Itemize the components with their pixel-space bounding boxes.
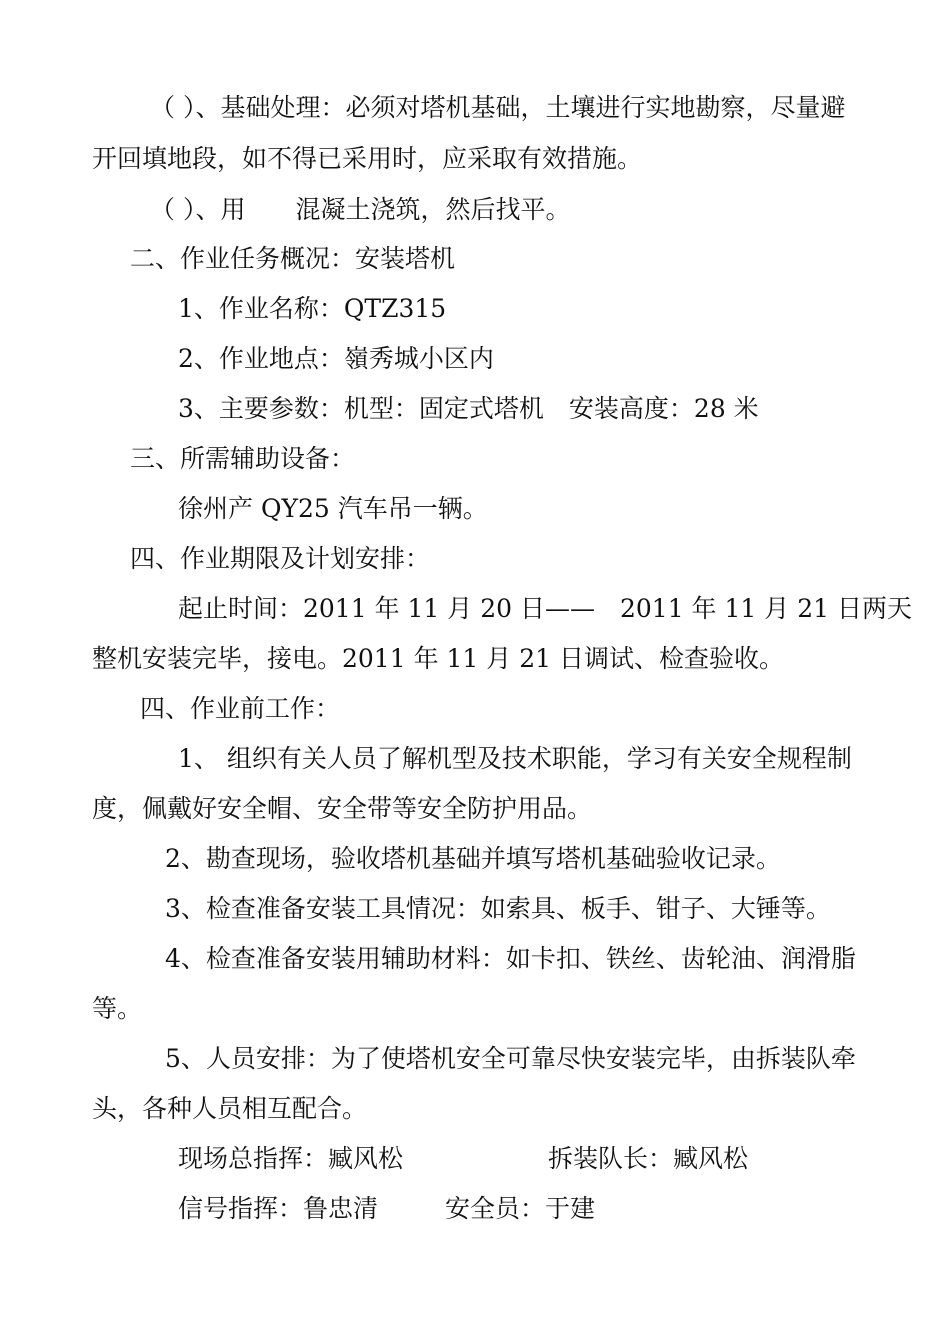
text-line: 整机安装完毕，接电。2011 年 11 月 21 日调试、检查验收。 <box>92 644 784 673</box>
text-line: 5、人员安排：为了使塔机安全可靠尽快安装完毕，由拆装队牵 <box>165 1044 856 1073</box>
section-heading: 三、所需辅助设备： <box>130 444 356 473</box>
text-line: 开回填地段，如不得已采用时，应采取有效措施。 <box>92 144 643 173</box>
text-line: （ ）、用 混凝土浇筑，然后找平。 <box>150 195 571 224</box>
staff-team-leader: 拆装队长：臧风松 <box>548 1144 749 1173</box>
staff-site-commander: 现场总指挥：臧风松 <box>178 1144 404 1173</box>
text-line: 等。 <box>92 994 143 1023</box>
section-heading: 二、作业任务概况：安装塔机 <box>130 244 456 273</box>
text-line: 头，各种人员相互配合。 <box>92 1094 368 1123</box>
text-line: 度，佩戴好安全帽、安全带等安全防护用品。 <box>92 794 593 823</box>
staff-signal-commander: 信号指挥：鲁忠清 <box>178 1194 379 1223</box>
text-line: 4、检查准备安装用辅助材料：如卡扣、铁丝、齿轮油、润滑脂 <box>165 944 856 973</box>
section-heading: 四、作业期限及计划安排： <box>130 544 431 573</box>
text-line: （ ）、基础处理：必须对塔机基础，土壤进行实地勘察，尽量避 <box>150 93 846 122</box>
text-line: 3、主要参数：机型：固定式塔机 安装高度：28 米 <box>178 394 759 423</box>
text-line: 1、作业名称：QTZ315 <box>178 294 447 323</box>
staff-safety-officer: 安全员：于建 <box>445 1194 596 1223</box>
section-heading: 四、作业前工作： <box>140 694 341 723</box>
text-line: 3、检查准备安装工具情况：如索具、板手、钳子、大锤等。 <box>165 894 831 923</box>
text-line: 2、作业地点：嶺秀城小区内 <box>178 344 494 373</box>
text-line: 1、 组织有关人员了解机型及技术职能，学习有关安全规程制 <box>178 744 852 773</box>
text-line: 2、勘查现场，验收塔机基础并填写塔机基础验收记录。 <box>165 844 781 873</box>
text-line: 徐州产 QY25 汽车吊一辆。 <box>178 494 488 523</box>
text-line: 起止时间：2011 年 11 月 20 日—— 2011 年 11 月 21 日两天 <box>178 594 912 623</box>
